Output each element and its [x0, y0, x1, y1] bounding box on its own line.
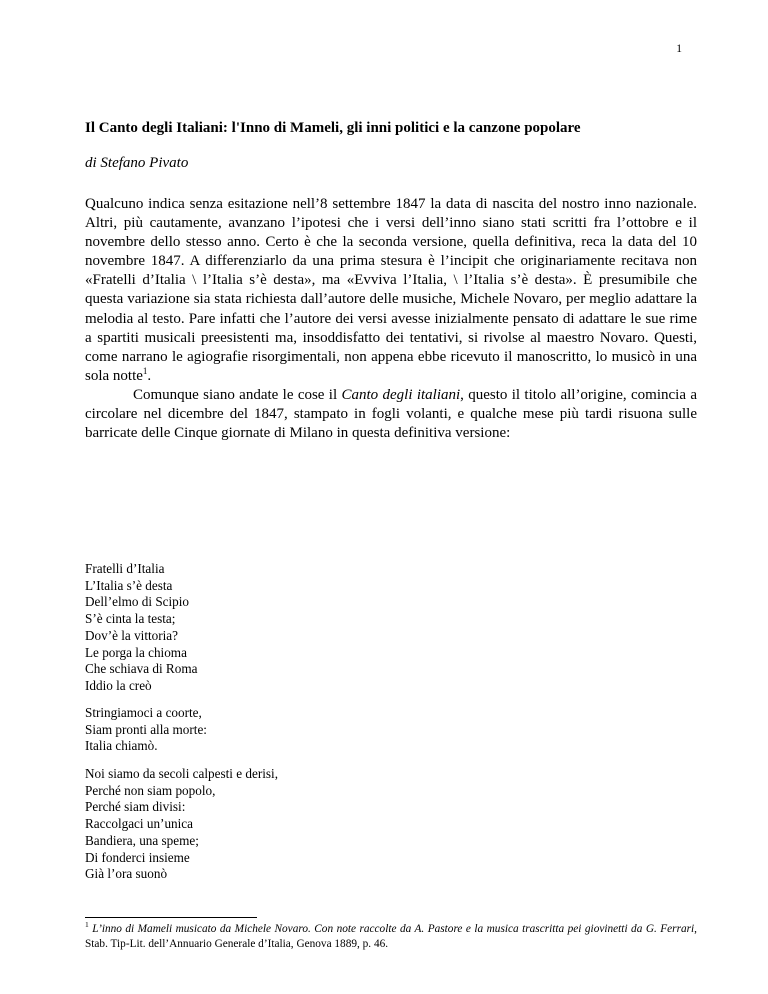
paragraph [85, 386, 697, 443]
body-text [85, 195, 697, 443]
page-number: 1 [676, 43, 682, 55]
poem-line: Che schiava di Roma [85, 661, 198, 677]
paragraph [85, 195, 697, 386]
footnote-reference: 1 [142, 365, 148, 376]
poem-line: Raccolgaci un’unica [85, 816, 194, 832]
poem-line: Italia chiamò. [85, 738, 158, 754]
footnote [85, 922, 697, 952]
paragraph-end: . [147, 367, 152, 384]
paragraph-text: Qualcuno indica senza esitazione nell’8 settembre 1847 la data di nascita del nostro inno nazionale. Altri, più cautamente, avanzano l’ipotesi che i versi dell’inno siano stati scritti fra l’ottobre e il novembre dello stesso anno. Certo è che la seconda versione, quella definitiva, reca la data del 10 novembre 1847. A differenziarlo da una prima stesura è l’incipit che originariamente recitava non «Fratelli d’Italia \ l’Italia s’è desta», ma «Evviva l’Italia, \ l’Italia s’è desta». È presumibile che questa variazione sia stata richiesta dall’autore delle musiche, Michele Novaro, per meglio adattare la melodia al testo. Pare infatti che l’autore dei versi avesse inizialmente pensato di adattare le sue rime a spartiti musicali preesistenti ma, insoddisfatto dei tentativi, si rivolse al maestro Novaro. Questi, come narrano le agiografie risorgimentali, non appena ebbe ricevuto il manoscritto, lo musicò in una sola notte [85, 196, 697, 384]
poem-stanza [85, 766, 485, 883]
poem-line: Le porga la chioma [85, 644, 187, 660]
cited-title: L’inno di Mameli musicato da Michele Novaro. Con note raccolte da A. Pastore e la musica trascritta pei giovinetti da G. Ferrari [92, 923, 695, 935]
poem-line: Perché non siam popolo, [85, 782, 216, 798]
poem-line: Dell’elmo di Scipio [85, 594, 190, 610]
paragraph-text: Comunque siano andate le cose il [133, 386, 342, 403]
footnote-text: , Stab. Tip-Lit. dell’Annuario Generale d’Italia, Genova 1889, p. 46. [85, 923, 697, 950]
poem-line: Fratelli d’Italia [85, 561, 165, 576]
poem-stanza [85, 561, 485, 695]
article-author: di Stefano Pivato [85, 155, 189, 171]
poem-line: Dov’è la vittoria? [85, 627, 179, 643]
song-title: Canto degli italiani [341, 386, 461, 403]
poem-line: Di fonderci insieme [85, 849, 190, 865]
poem-line: Siam pronti alla morte: [85, 721, 207, 737]
poem-line: Stringiamoci a coorte, [85, 705, 202, 720]
footnote-divider [85, 917, 257, 918]
poem-refrain [85, 705, 485, 755]
poem-line: Perché siam divisi: [85, 799, 186, 815]
poem-line: Già l’ora suonò [85, 866, 168, 882]
footnote-marker: 1 [85, 920, 89, 930]
article-title: Il Canto degli Italiani: l'Inno di Mameli, gli inni politici e la canzone popolare [85, 120, 581, 136]
poem-line: Bandiera, una speme; [85, 832, 199, 848]
poem-line: L’Italia s’è desta [85, 577, 173, 593]
poem-line: Noi siamo da secoli calpesti e derisi, [85, 766, 278, 781]
poem-line: Iddio la creò [85, 677, 152, 693]
paragraph-text: , questo il titolo all’origine, comincia a circolare nel dicembre del 1847, stampato in fogli volanti, e qualche mese più tardi risuona sulle barricate delle Cinque giornate di Milano in questa definitiva versione: [85, 386, 697, 442]
poem-line: S’è cinta la testa; [85, 611, 176, 627]
